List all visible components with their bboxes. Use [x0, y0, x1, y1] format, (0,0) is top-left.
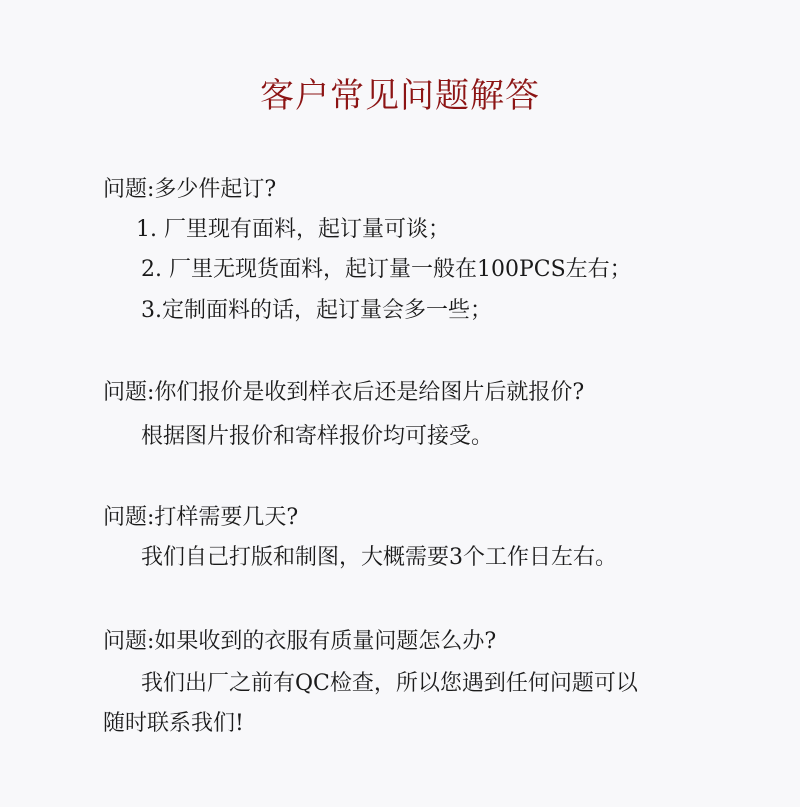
- faq-question-3: 问题:打样需要几天?: [103, 505, 299, 530]
- faq-answer-3-1: 我们自己打版和制图，大概需要3个工作日左右。: [141, 545, 617, 570]
- faq-answer-1-3: 3.定制面料的话，起订量会多一些；: [141, 298, 492, 323]
- faq-answer-4-1: 我们出厂之前有QC检查，所以您遇到任何问题可以: [141, 671, 638, 696]
- faq-question-1: 问题:多少件起订?: [103, 177, 277, 202]
- page-title: 客户常见问题解答: [260, 76, 540, 116]
- faq-question-4: 问题:如果收到的衣服有质量问题怎么办?: [103, 629, 497, 654]
- faq-answer-1-2: 2. 厂里无现货面料，起订量一般在100PCS左右；: [141, 257, 632, 282]
- faq-answer-2-1: 根据图片报价和寄样报价均可接受。: [141, 424, 494, 449]
- faq-answer-4-2: 随时联系我们!: [103, 711, 244, 736]
- faq-answer-1-1: 1. 厂里现有面料，起订量可谈；: [136, 217, 450, 242]
- faq-question-2: 问题:你们报价是收到样衣后还是给图片后就报价?: [103, 380, 585, 405]
